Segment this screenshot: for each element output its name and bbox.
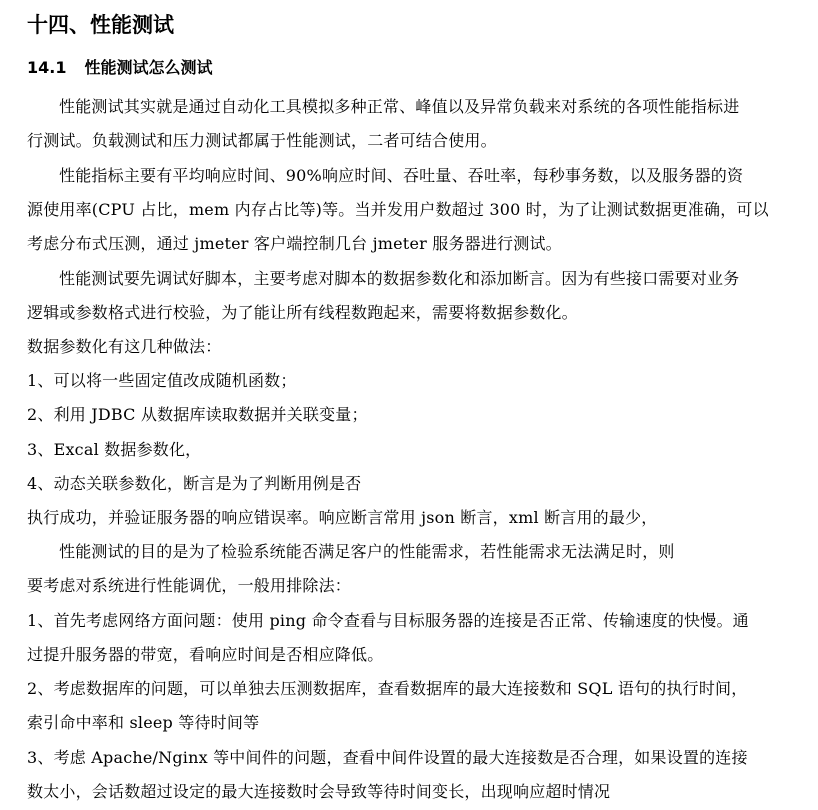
paragraph-line: 性能测试其实就是通过自动化工具模拟多种正常、峰值以及异常负载来对系统的各项性能指标进 [59, 97, 740, 116]
list-item: 1、首先考虑网络方面问题：使用 ping 命令查看与目标服务器的连接是否正常、传输速度的快慢。通 [27, 611, 749, 630]
section-title: 性能测试怎么测试 [84, 58, 213, 77]
paragraph-line: 性能指标主要有平均响应时间、90%响应时间、吞吐量、吞吐率，每秒事务数，以及服务器的资 [59, 166, 744, 185]
paragraph-line: 执行成功，并验证服务器的响应错误率。响应断言常用 json 断言，xml 断言用的最少， [27, 508, 658, 527]
paragraph-line: 逻辑或参数格式进行校验，为了能让所有线程数跑起来，需要将数据参数化。 [27, 303, 578, 322]
list-item: 4、动态关联参数化，断言是为了判断用例是否 [27, 474, 362, 493]
paragraph-line: 数据参数化有这几种做法： [27, 337, 222, 356]
list-item: 3、Excal 数据参数化， [27, 440, 202, 459]
section-heading [27, 56, 213, 80]
paragraph-line: 性能测试的目的是为了检验系统能否满足客户的性能需求，若性能需求无法满足时，则 [59, 542, 675, 561]
list-item: 3、考虑 Apache/Nginx 等中间件的问题，查看中间件设置的最大连接数是否合理，如果设置的连接 [27, 748, 748, 767]
paragraph-line: 过提升服务器的带宽，看响应时间是否相应降低。 [27, 645, 384, 664]
paragraph-line: 索引命中率和 sleep 等待时间等 [27, 713, 260, 732]
list-item: 1、可以将一些固定值改成随机函数； [27, 371, 297, 390]
paragraph-line: 行测试。负载测试和压力测试都属于性能测试，二者可结合使用。 [27, 131, 497, 150]
section-number: 14.1 [27, 58, 67, 77]
list-item: 2、利用 JDBC 从数据库读取数据并关联变量； [27, 405, 368, 424]
chapter-title: 十四、性能测试 [27, 13, 174, 37]
paragraph-line: 数太小，会话数超过设定的最大连接数时会导致等待时间变长，出现响应超时情况 [27, 782, 611, 801]
paragraph-line: 要考虑对系统进行性能调优，一般用排除法： [27, 576, 352, 595]
paragraph-line: 源使用率(CPU 占比，mem 内存占比等)等。当并发用户数超过 300 时，为了让测试数据更准确，可以 [27, 200, 769, 219]
paragraph-line: 性能测试要先调试好脚本，主要考虑对脚本的数据参数化和添加断言。因为有些接口需要对业务 [59, 269, 740, 288]
paragraph-line: 考虑分布式压测，通过 jmeter 客户端控制几台 jmeter 服务器进行测试。 [27, 234, 562, 253]
list-item: 2、考虑数据库的问题，可以单独去压测数据库，查看数据库的最大连接数和 SQL 语句的执行时间， [27, 679, 748, 698]
